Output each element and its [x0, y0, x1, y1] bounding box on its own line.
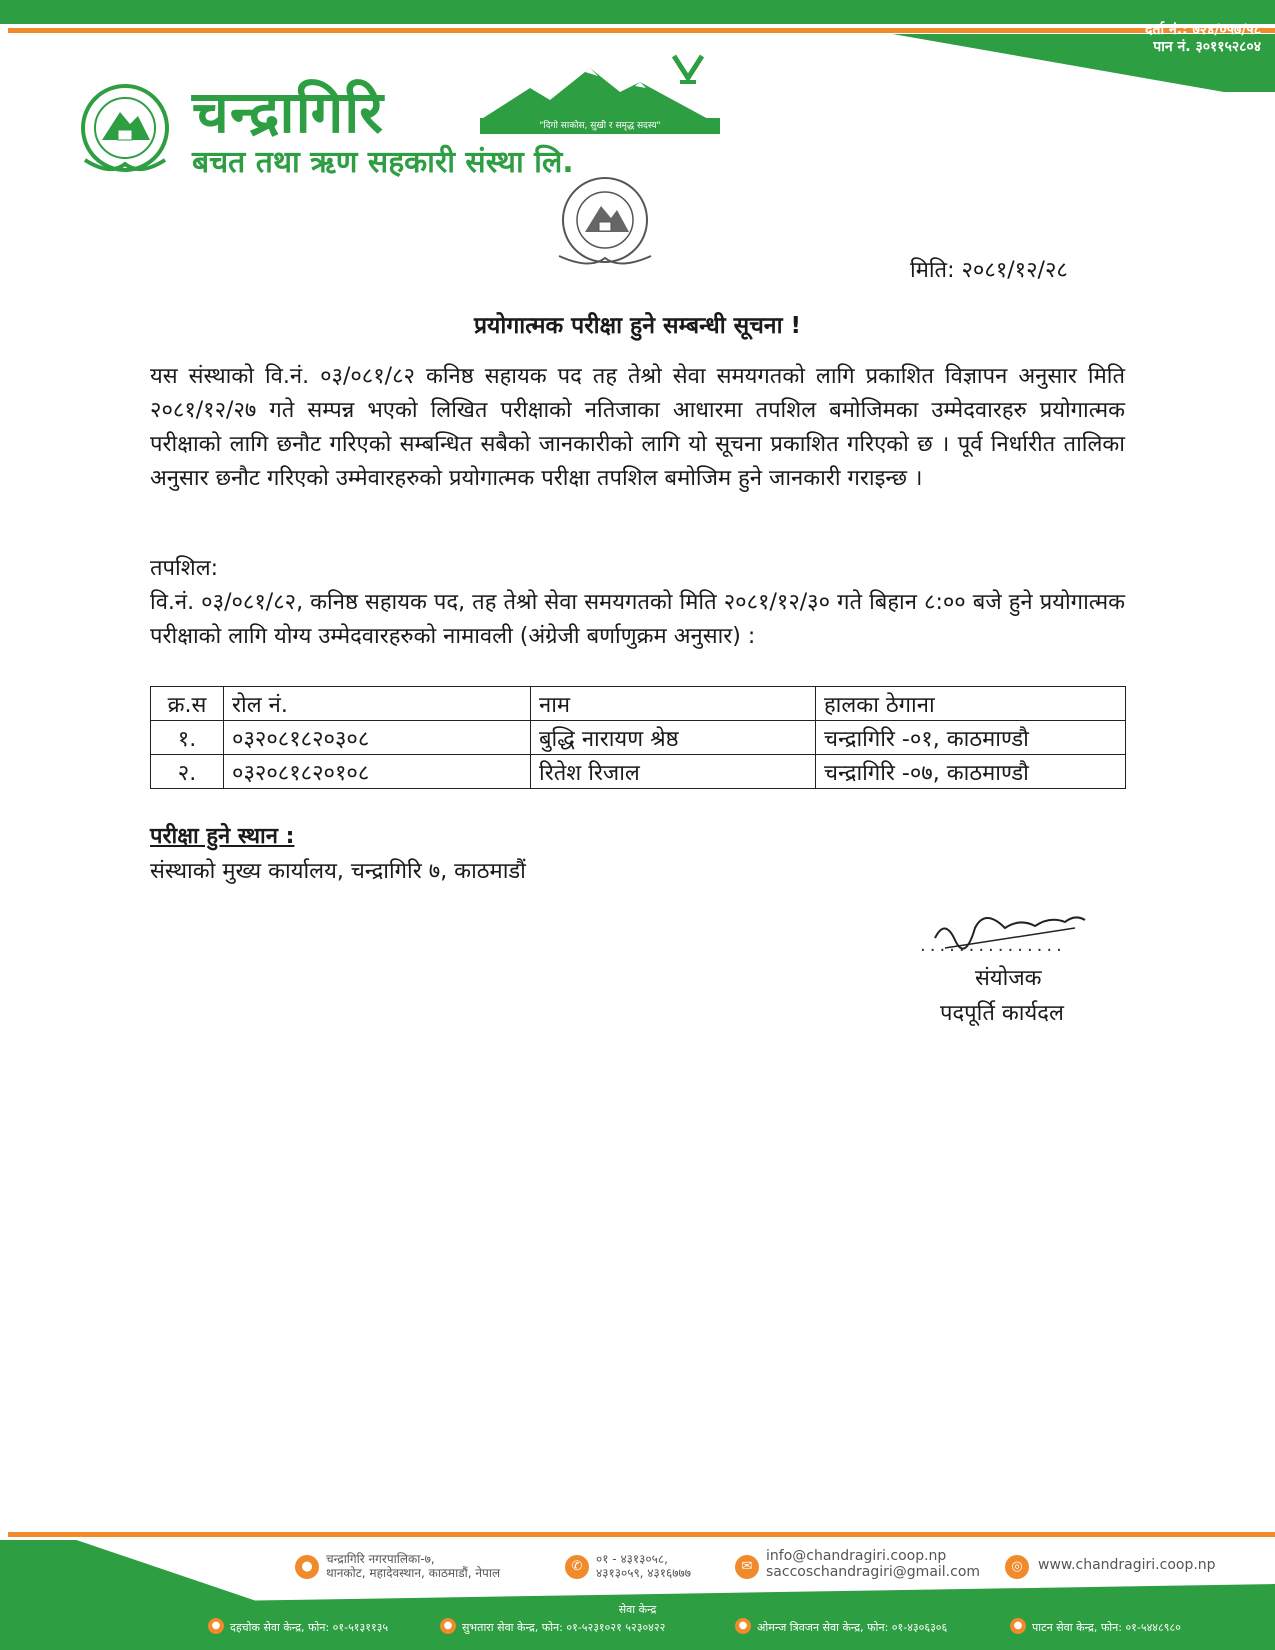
col-serial: क्र.स — [151, 687, 224, 721]
email-secondary[interactable]: saccoschandragiri@gmail.com — [766, 1564, 981, 1580]
location-icon: ● — [208, 1618, 224, 1634]
table-row — [151, 755, 1126, 789]
branch-item: दहचोक सेवा केन्द्र, फोन: ०१-५१३११३५ — [230, 1621, 389, 1634]
footer-accent-line — [8, 1532, 1275, 1537]
branches-label: सेवा केन्द्र — [618, 1603, 657, 1616]
pan-number: पान नं. ३०११५२८०४ — [1153, 39, 1261, 55]
cooperative-logo-icon — [70, 80, 180, 180]
footer-website[interactable]: www.chandragiri.coop.np — [1038, 1557, 1216, 1573]
registration-info — [1145, 22, 1261, 56]
brand-subtitle: बचत तथा ऋण सहकारी संस्था लि. — [192, 145, 574, 180]
cell-name: रितेश रिजाल — [531, 755, 816, 789]
cell-address: चन्द्रागिरि -०७, काठमाण्डौ — [816, 755, 1126, 789]
notice-subject: प्रयोगात्मक परीक्षा हुने सम्बन्धी सूचना ! — [473, 313, 802, 339]
location-icon: ● — [735, 1618, 751, 1634]
venue-label: परीक्षा हुने स्थान : — [150, 824, 295, 849]
brand-slogan: "दिगो साकोस, सुखी र समृद्ध सदस्य" — [480, 118, 720, 134]
signatory-org: पदपूर्ति कार्यदल — [940, 1001, 1064, 1026]
venue-address: संस्थाको मुख्य कार्यालय, चन्द्रागिरि ७, काठमाडौं — [150, 859, 526, 884]
email-primary[interactable]: info@chandragiri.coop.np — [766, 1548, 947, 1564]
header-band — [0, 0, 1275, 24]
details-label: तपशिल: — [150, 556, 219, 581]
notice-paragraph-1: यस संस्थाको वि.नं. ०३/०८१/८२ कनिष्ठ सहायक पद तह तेश्रो सेवा समयगतको लागि प्रकाशित विज्ञापन अनुसार मिति २०८१/१२/२७ गते सम्पन्न भएको लिखित परीक्षाको नतिजाका आधारमा तपशिल बमोजिमका उम्मेदवारहरु प्रयोगात्मक परीक्षाको लागि छनौट गरिएको सम्बन्धित सबैको जानकारीको लागि यो सूचना प्रकाशित गरिएको छ । पूर्व निर्धारीत तालिका अनुसार छनौट गरिएको उम्मेवारहरुको प्रयोगात्मक परीक्षा तपशिल बमोजिम हुने जानकारी गराइन्छ । — [150, 364, 1125, 491]
col-address: हालका ठेगाना — [816, 687, 1126, 721]
col-roll-no: रोल नं. — [224, 687, 531, 721]
cell-roll-no: ०३२०८१८२०३०८ — [224, 721, 531, 755]
brand-name: चन्द्रागिरि — [192, 78, 384, 146]
footer-address: चन्द्रागिरि नगरपालिका-७, थानकोट, महादेवस्थान, काठमाडौं, नेपाल — [326, 1552, 501, 1580]
branch-item: सुभतारा सेवा केन्द्र, फोन: ०१-५२३१०२१ ५२३०४२२ — [462, 1621, 666, 1634]
reg-number: दर्ता नं.: ७२४/०५७/५८ — [1145, 22, 1261, 38]
header-accent-line — [8, 28, 1275, 33]
cell-name: बुद्धि नारायण श्रेष्ठ — [531, 721, 816, 755]
cell-roll-no: ०३२०८१८२०१०८ — [224, 755, 531, 789]
footer-email — [766, 1548, 980, 1580]
notice-date: मिति: २०८१/१२/२८ — [910, 258, 1068, 283]
col-name: नाम — [531, 687, 816, 721]
table-row — [151, 721, 1126, 755]
cooperative-symbol-icon — [670, 52, 706, 86]
official-seal-icon — [545, 172, 665, 272]
cell-address: चन्द्रागिरि -०१, काठमाण्डौ — [816, 721, 1126, 755]
notice-paragraph-2: वि.नं. ०३/०८१/८२, कनिष्ठ सहायक पद, तह तेश्रो सेवा समयगतको मिति २०८१/१२/३० गते बिहान ८:०० बजे हुने प्रयोगात्मक परीक्षाको लागि योग्य उम्मेदवारहरुको नामावली (अंग्रेजी बर्णाणुक्रम अनुसार) : — [150, 590, 1125, 649]
table-header-row — [151, 687, 1126, 721]
globe-icon: ◎ — [1005, 1555, 1029, 1579]
branch-item: पाटन सेवा केन्द्र, फोन: ०१-५४४८९८० — [1032, 1621, 1181, 1634]
cell-serial: २. — [151, 755, 224, 789]
email-icon: ✉ — [735, 1555, 759, 1579]
phone-icon: ✆ — [565, 1555, 589, 1579]
signatory-role: संयोजक — [975, 966, 1042, 991]
branch-item: ओमन्ज त्रिवजन सेवा केन्द्र, फोन: ०१-४३०६३०६ — [757, 1621, 948, 1634]
signature-line: ............... — [920, 935, 1066, 956]
location-icon: ● — [440, 1618, 456, 1634]
footer-phone: ०१ - ४३१३०५८, ४३१३०५९, ४३१६७७७ — [596, 1552, 691, 1580]
location-icon: ● — [1010, 1618, 1026, 1634]
cell-serial: १. — [151, 721, 224, 755]
location-icon: ● — [295, 1555, 319, 1579]
candidate-table — [150, 686, 1126, 789]
